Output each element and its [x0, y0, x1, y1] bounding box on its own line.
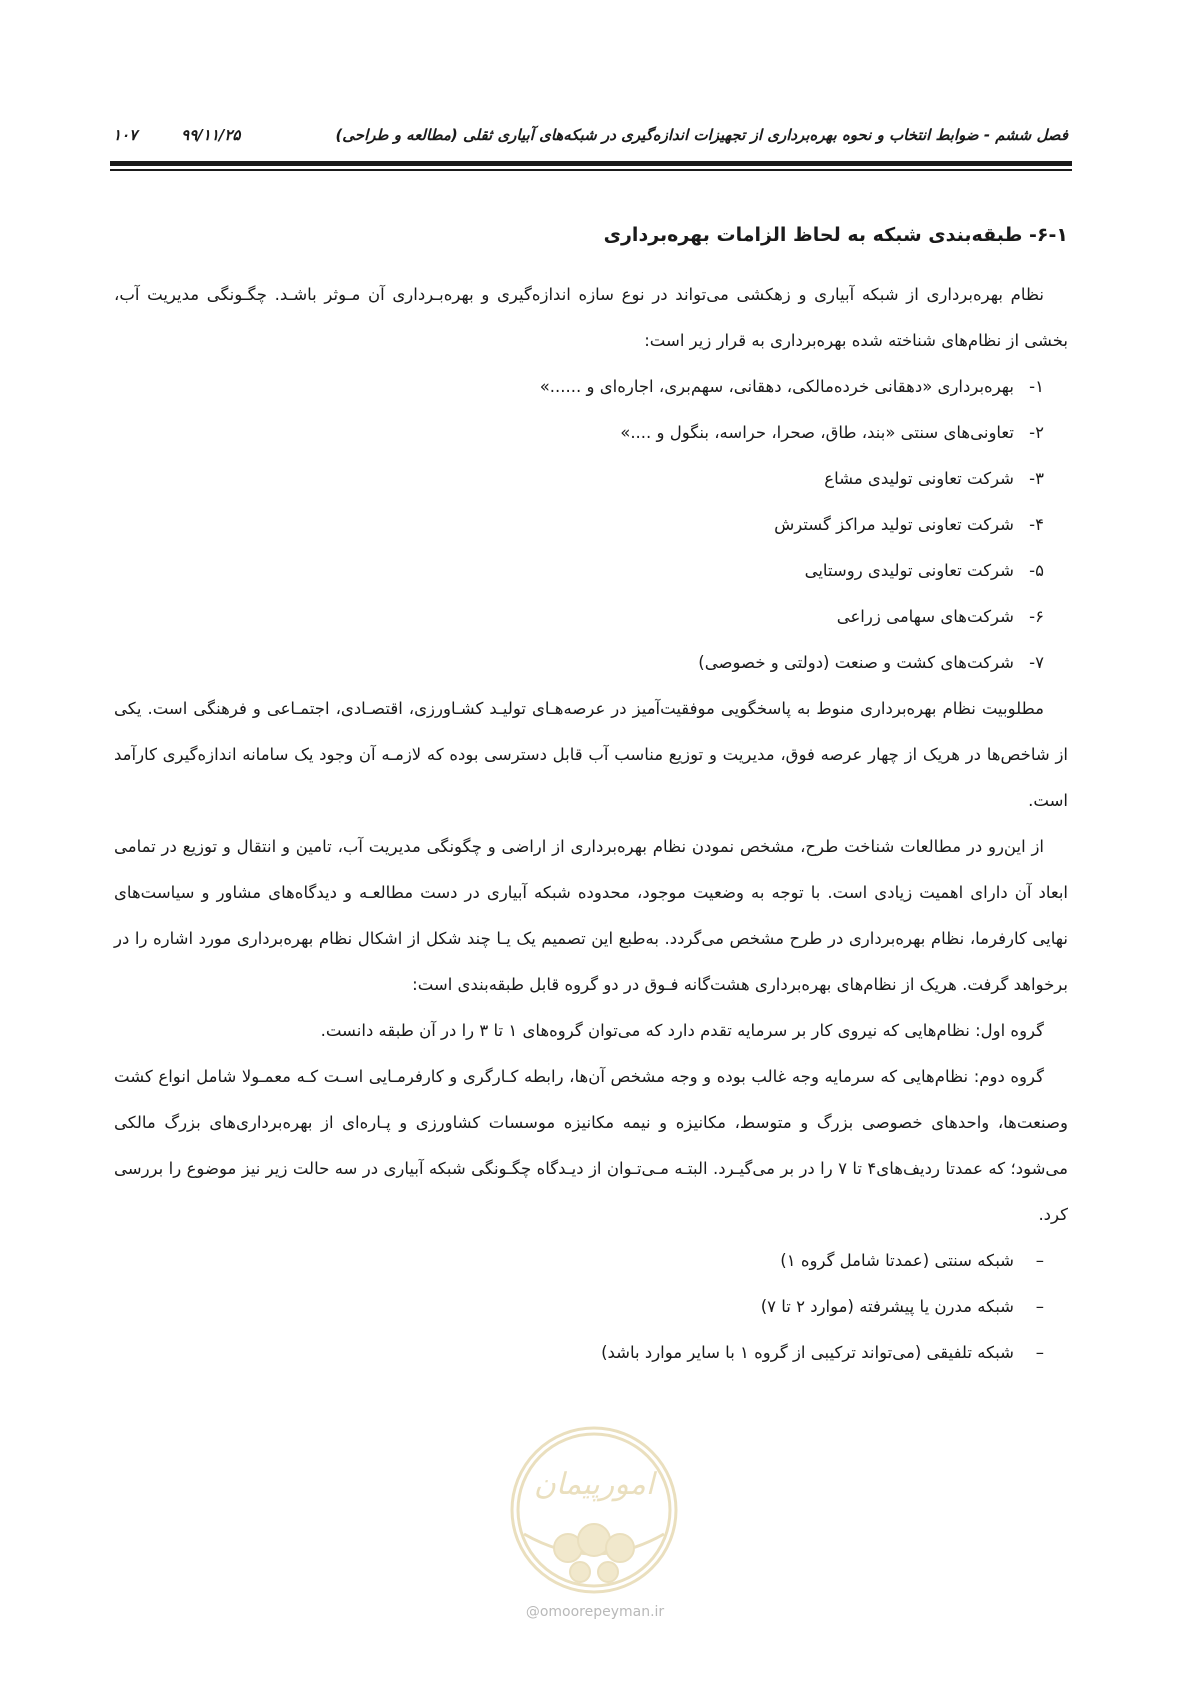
list-item-text: شرکت‌های سهامی زراعی	[836, 607, 1014, 626]
list-item	[114, 548, 1044, 594]
list-item	[114, 456, 1044, 502]
dash-bullet: –	[1035, 1343, 1044, 1362]
list-item-number: ۲-	[1029, 423, 1044, 442]
dash-bullet: –	[1035, 1297, 1044, 1316]
section-title: ۶-۱- طبقه‌بندی شبکه به لحاظ الزامات بهره‌برداری	[603, 224, 1068, 246]
list-item-text: شبکه سنتی (عمدتا شامل گروه ۱)	[780, 1251, 1014, 1270]
list-item	[114, 640, 1044, 686]
list-item-text: تعاونی‌های سنتی «بند، طاق، صحرا، حراسه، بنگول و ....»	[620, 423, 1014, 442]
header-title: فصل ششم - ضوابط انتخاب و نحوه بهره‌برداری از تجهیزات اندازه‌گیری در شبکه‌های آبیاری ثقلی (مطالعه و طراحی)	[335, 126, 1068, 144]
list-item	[114, 1284, 1044, 1330]
watermark-url: @omoorepeyman.ir	[525, 1604, 665, 1620]
list-item	[114, 364, 1044, 410]
list-item-text: شرکت تعاونی تولیدی روستایی	[804, 561, 1014, 580]
list-item	[114, 1238, 1044, 1284]
paragraph-group-two: گروه دوم: نظام‌هایی که سرمایه وجه غالب بوده و وجه مشخص آن‌ها، رابطه کـارگری و کارفرمـایی اسـت کـه معمـولا شامل انواع کشت وصنعت‌ها، واحدهای خصوصی بزرگ و متوسط، مکانیزه و نیمه مکانیزه موسسات کشاورزی و پـاره‌ای از بهره‌برداری‌های بزرگ مالکی می‌شود؛ که عمدتا ردیف‌های۴ تا ۷ را در بر می‌گیـرد. البتـه مـی‌تـوان از دیـدگاه چگـونگی شبکه آبیاری در سه حالت زیر نیز موضوع را بررسی کرد.	[114, 1067, 1069, 1224]
list-item-number: ۱-	[1029, 377, 1044, 396]
list-item	[114, 502, 1044, 548]
list-item-number: ۶-	[1029, 607, 1044, 626]
dash-bullet: –	[1035, 1251, 1044, 1270]
header-date: ۹۹/۱۱/۲۵	[181, 126, 241, 144]
watermark-logo-text: امورپیمان	[533, 1467, 655, 1502]
page-content	[114, 212, 1068, 1376]
numbered-list	[114, 364, 1068, 686]
header-left-group	[113, 126, 240, 144]
header-rule-thick	[110, 161, 1072, 166]
list-item-number: ۳-	[1029, 469, 1044, 488]
page-header	[113, 126, 1068, 144]
watermark-logo	[508, 1424, 680, 1596]
list-item-text: بهره‌برداری «دهقانی خرده‌مالکی، دهقانی، سهم‌بری، اجاره‌ای و ......»	[539, 377, 1014, 396]
list-item-text: شرکت‌های کشت و صنعت (دولتی و خصوصی)	[698, 653, 1014, 672]
list-item	[114, 594, 1044, 640]
header-rule-thin	[110, 169, 1072, 171]
list-item	[114, 410, 1044, 456]
list-item-number: ۵-	[1029, 561, 1044, 580]
paragraph-desirability: مطلوبیت نظام بهره‌برداری منوط به پاسخگویی موفقیت‌آمیز در عرصه‌هـای تولیـد کشـاورزی، اقتصـادی، اجتمـاعی و فرهنگی است. یکی از شاخص‌ها در هریک از چهار عرصه فوق، مدیریت و توزیع مناسب آب قابل دسترسی بوده که لازمـه آن وجود یک سامانه اندازه‌گیری کارآمد است.	[114, 699, 1068, 810]
page-number: ۱۰۷	[113, 126, 138, 144]
list-item-text: شبکه مدرن یا پیشرفته (موارد ۲ تا ۷)	[760, 1297, 1014, 1316]
list-item	[114, 1330, 1044, 1376]
intro-paragraph: نظام بهره‌برداری از شبکه آبیاری و زهکشی می‌تواند در نوع سازه اندازه‌گیری و بهره‌بـرداری آن مـوثر باشـد. چگـونگی مدیریت آب، بخشی از نظام‌های شناخته شده بهره‌برداری به قرار زیر است:	[114, 285, 1068, 350]
list-item-number: ۴-	[1029, 515, 1044, 534]
list-item-text: شرکت تعاونی تولیدی مشاع	[824, 469, 1014, 488]
paragraph-study: از این‌رو در مطالعات شناخت طرح، مشخص نمودن نظام بهره‌برداری از اراضی و چگونگی مدیریت آب، تامین و انتقال و توزیع در تمامی ابعاد آن دارای اهمیت زیادی است. با توجه به وضعیت موجود، محدوده شبکه آبیاری در دست مطالعـه و دیدگاه‌های مشاور و سیاست‌های نهایی کارفرما، نظام بهره‌برداری در طرح مشخص می‌گردد. به‌طبع این تصمیم یک یـا چند شکل از اشکال نظام بهره‌برداری مورد اشاره را در برخواهد گرفت. هریک از نظام‌های بهره‌برداری هشت‌گانه فـوق در دو گروه قابل طبقه‌بندی است:	[114, 837, 1068, 994]
list-item-text: شبکه تلفیقی (می‌تواند ترکیبی از گروه ۱ با سایر موارد باشد)	[601, 1343, 1014, 1362]
paragraph-group-one: گروه اول: نظام‌هایی که نیروی کار بر سرمایه تقدم دارد که می‌توان گروه‌های ۱ تا ۳ را در آن طبقه دانست.	[320, 1021, 1044, 1040]
list-item-text: شرکت تعاونی تولید مراکز گسترش	[774, 515, 1014, 534]
dash-list	[114, 1238, 1068, 1376]
list-item-number: ۷-	[1029, 653, 1044, 672]
